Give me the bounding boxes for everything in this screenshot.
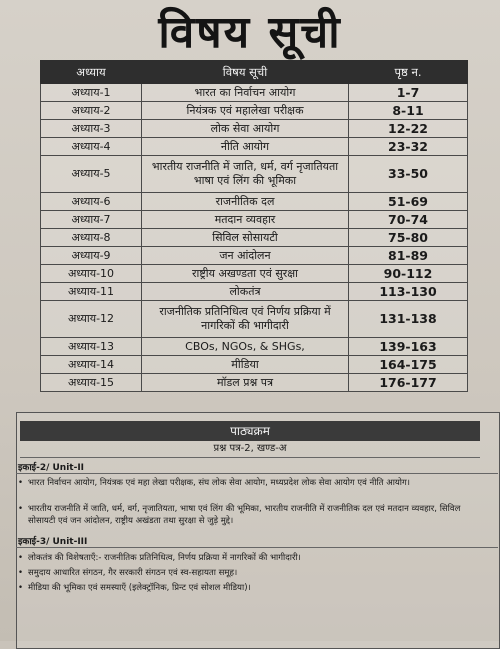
pages-cell: 164-175 — [349, 356, 468, 374]
unit-2-label: इकाई-2/ Unit-II — [18, 463, 85, 473]
chapter-cell: अध्याय-5 — [41, 156, 142, 193]
table-row — [41, 283, 468, 301]
table-body — [41, 84, 468, 392]
title-cell: जन आंदोलन — [142, 247, 349, 265]
unit-2-item — [18, 477, 480, 489]
contents-table — [40, 60, 468, 392]
chapter-cell: अध्याय-6 — [41, 193, 142, 211]
table-row — [41, 102, 468, 120]
chapter-cell: अध्याय-8 — [41, 229, 142, 247]
unit-3-item — [18, 567, 480, 579]
title-cell: सिविल सोसायटी — [142, 229, 349, 247]
unit-3-item-text: समुदाय आधारित संगठन, गैर सरकारी संगठन एवं स्व-सहायता समूह। — [28, 568, 238, 578]
pages-cell: 23-32 — [349, 138, 468, 156]
chapter-cell: अध्याय-10 — [41, 265, 142, 283]
table-row — [41, 247, 468, 265]
pages-cell: 131-138 — [349, 301, 468, 338]
pages-cell: 81-89 — [349, 247, 468, 265]
title-cell: मतदान व्यवहार — [142, 211, 349, 229]
chapter-cell: अध्याय-1 — [41, 84, 142, 102]
bullet-icon: • — [18, 568, 24, 578]
pages-cell: 8-11 — [349, 102, 468, 120]
table-row — [41, 211, 468, 229]
unit-3-item-text: लोकतंत्र की विशेषताएँ:- राजनीतिक प्रतिनिधित्व, निर्णय प्रक्रिया में नागरिकों की भागीदारी। — [28, 553, 301, 563]
pages-cell: 176-177 — [349, 374, 468, 392]
table-row — [41, 301, 468, 338]
title-cell: लोकतंत्र — [142, 283, 349, 301]
header-chapter: अध्याय — [41, 61, 142, 84]
table-row — [41, 265, 468, 283]
title-cell: भारत का निर्वाचन आयोग — [142, 84, 349, 102]
pages-cell: 12-22 — [349, 120, 468, 138]
chapter-cell: अध्याय-2 — [41, 102, 142, 120]
unit-3-divider — [16, 547, 498, 548]
unit-3-item — [18, 552, 480, 564]
bullet-icon: • — [18, 553, 24, 563]
unit-2-item — [18, 503, 480, 527]
syllabus-heading: पाठ्यक्रम — [20, 421, 480, 441]
title-cell: मीडिया — [142, 356, 349, 374]
pages-cell: 70-74 — [349, 211, 468, 229]
title-cell: राजनीतिक दल — [142, 193, 349, 211]
pages-cell: 33-50 — [349, 156, 468, 193]
unit-2-item-text: भारत निर्वाचन आयोग, नियंत्रक एवं महा लेखा परीक्षक, संघ लोक सेवा आयोग, मध्यप्रदेश लोक सेवा आयोग एवं नीति आयोग। — [28, 478, 411, 488]
pages-cell: 90-112 — [349, 265, 468, 283]
chapter-cell: अध्याय-14 — [41, 356, 142, 374]
chapter-cell: अध्याय-9 — [41, 247, 142, 265]
title-cell: भारतीय राजनीति में जाति, धर्म, वर्ग नृजातियता भाषा एवं लिंग की भूमिका — [142, 156, 349, 193]
unit-2-divider — [16, 473, 498, 474]
chapter-cell: अध्याय-12 — [41, 301, 142, 338]
title-cell: CBOs, NGOs, & SHGs, — [142, 338, 349, 356]
pages-cell: 51-69 — [349, 193, 468, 211]
table-row — [41, 84, 468, 102]
chapter-cell: अध्याय-3 — [41, 120, 142, 138]
header-pages: पृष्ठ न. — [349, 61, 468, 84]
unit-3-label: इकाई-3/ Unit-III — [18, 537, 88, 547]
pages-cell: 139-163 — [349, 338, 468, 356]
table-row — [41, 156, 468, 193]
bullet-icon: • — [18, 504, 24, 514]
title-cell: राजनीतिक प्रतिनिधित्व एवं निर्णय प्रक्रिया में नागरिकों की भागीदारी — [142, 301, 349, 338]
table-row — [41, 120, 468, 138]
chapter-cell: अध्याय-13 — [41, 338, 142, 356]
bullet-icon: • — [18, 478, 24, 488]
bullet-icon: • — [18, 583, 24, 593]
chapter-cell: अध्याय-7 — [41, 211, 142, 229]
table-row — [41, 193, 468, 211]
title-cell: नियंत्रक एवं महालेखा परीक्षक — [142, 102, 349, 120]
chapter-cell: अध्याय-11 — [41, 283, 142, 301]
pages-cell: 113-130 — [349, 283, 468, 301]
pages-cell: 1-7 — [349, 84, 468, 102]
page-title: विषय सूची — [158, 7, 342, 58]
unit-2-item-text: भारतीय राजनीति में जाति, धर्म, वर्ग, नृजातियता, भाषा एवं लिंग की भूमिका, भारतीय राजनीति में राजनीतिक दल एवं मतदान व्यवहार, सिविल सोसायटी एवं जन आंदोलन, राष्ट्रीय अखंडता तथा सुरक्षा से जुड़े मुद्दे। — [28, 504, 461, 526]
title-cell: राष्ट्रीय अखण्डता एवं सुरक्षा — [142, 265, 349, 283]
table-row — [41, 338, 468, 356]
chapter-cell: अध्याय-4 — [41, 138, 142, 156]
header-title: विषय सूची — [142, 61, 349, 84]
table-row — [41, 229, 468, 247]
title-cell: मॉडल प्रश्न पत्र — [142, 374, 349, 392]
table-row — [41, 356, 468, 374]
chapter-cell: अध्याय-15 — [41, 374, 142, 392]
table-row — [41, 138, 468, 156]
unit-3-item — [18, 582, 480, 594]
table-row — [41, 374, 468, 392]
title-cell: लोक सेवा आयोग — [142, 120, 349, 138]
syllabus-paper: प्रश्न पत्र-2, खण्ड-अ — [20, 441, 480, 458]
title-cell: नीति आयोग — [142, 138, 349, 156]
table-header-row — [41, 61, 468, 84]
pages-cell: 75-80 — [349, 229, 468, 247]
unit-3-item-text: मीडिया की भूमिका एवं समस्याएँ (इलेक्ट्रॉनिक, प्रिन्ट एवं सोशल मीडिया)। — [28, 583, 251, 593]
